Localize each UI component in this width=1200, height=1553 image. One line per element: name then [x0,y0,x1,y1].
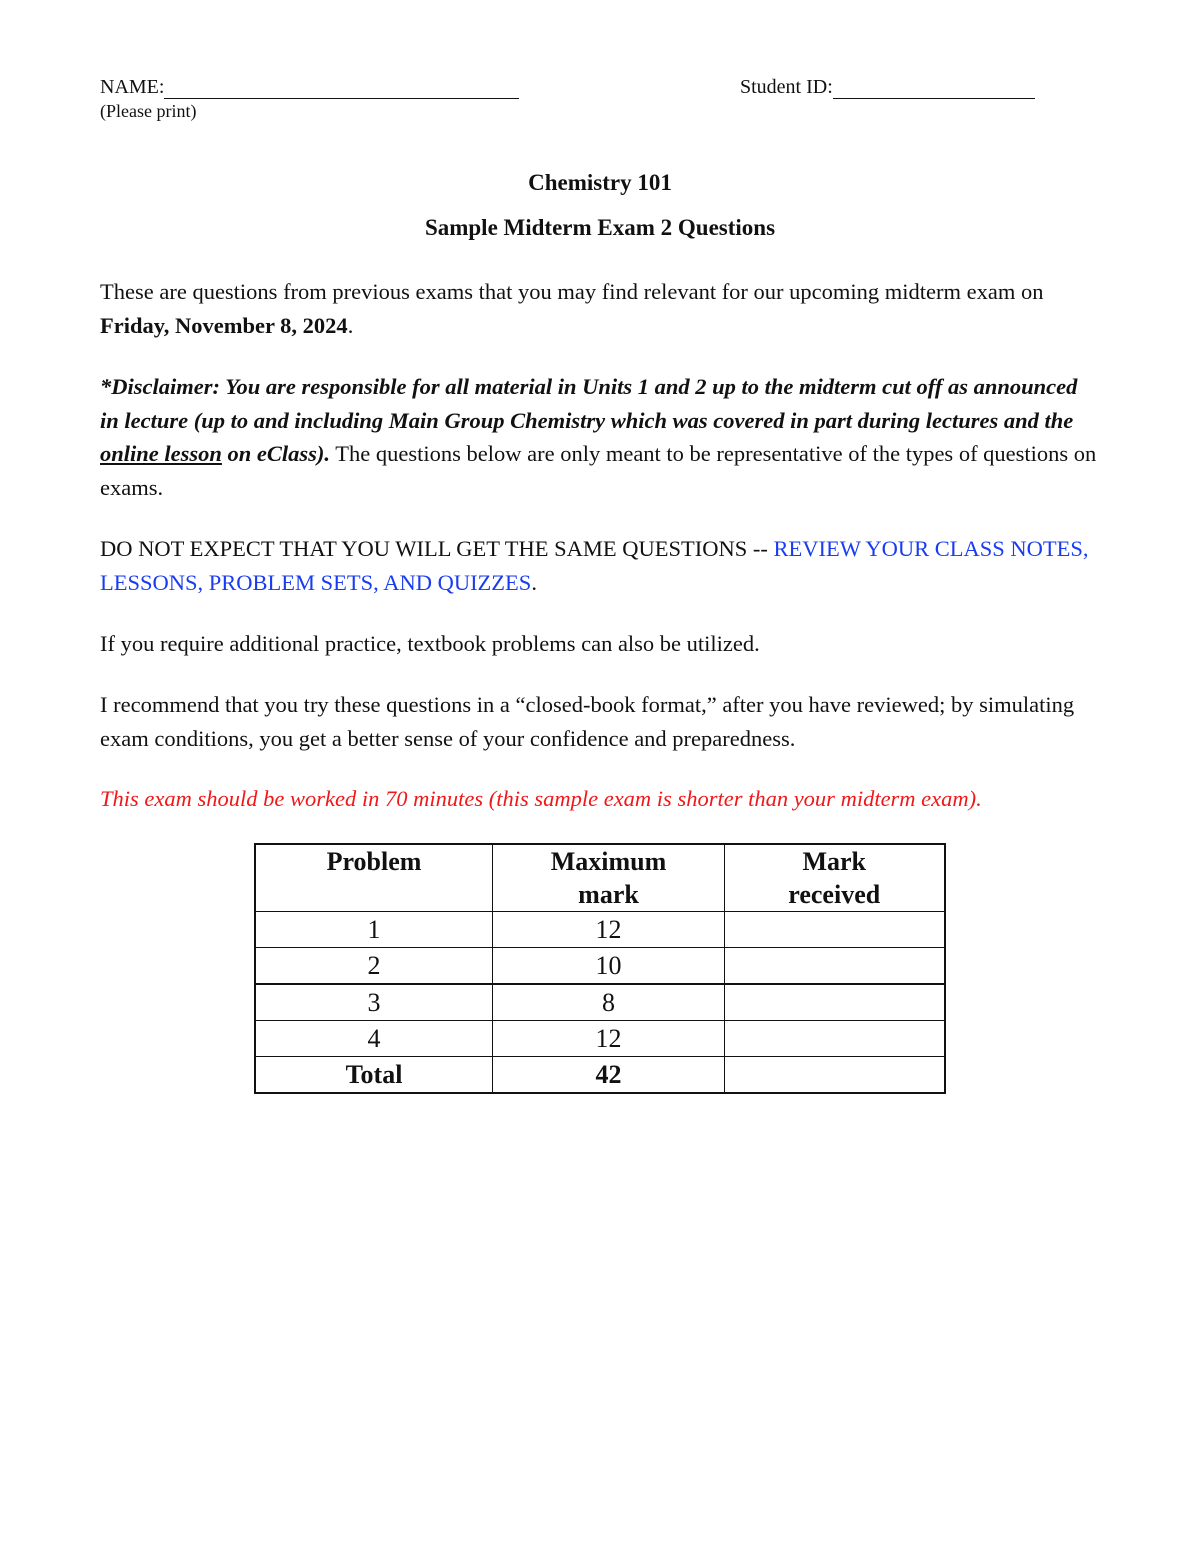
header-mark-received: Mark received [725,844,945,912]
table-header-row [255,844,945,912]
marks-table [254,843,946,1094]
header-maximum-mark: Maximum mark [493,844,725,912]
mark-received-cell[interactable] [725,948,945,985]
problem-number: 3 [255,984,493,1021]
intro-end: . [347,312,354,338]
header-problem: Problem [255,844,493,912]
please-print-note: (Please print) [100,101,197,121]
total-label: Total [255,1057,493,1094]
disclaimer-text-end: on eClass). [221,441,331,466]
table-row [255,912,945,948]
table-row [255,984,945,1021]
time-note: This exam should be worked in 70 minutes (this sample exam is shorter than your midterm exam). [100,786,982,811]
total-received-cell[interactable] [725,1057,945,1094]
mark-received-cell[interactable] [725,1021,945,1057]
name-field[interactable] [100,76,519,99]
mark-received-cell[interactable] [725,984,945,1021]
warning-text: DO NOT EXPECT THAT YOU WILL GET THE SAME QUESTIONS -- [100,536,774,561]
review-notice: REVIEW YOUR CLASS NOTES, LESSONS, PROBLEM SETS, AND QUIZZES [100,536,1089,595]
problem-number: 4 [255,1021,493,1057]
max-mark: 8 [493,984,725,1021]
name-label: NAME: [100,76,165,98]
total-row [255,1057,945,1094]
problem-number: 2 [255,948,493,985]
max-mark: 12 [493,912,725,948]
student-id-label: Student ID: [740,76,833,98]
warning-paragraph [100,532,1100,599]
intro-paragraph [100,275,1100,342]
disclaimer-paragraph [100,370,1100,504]
exam-date: Friday, November 8, 2024 [100,312,348,338]
online-lesson-link[interactable]: online lesson [100,441,222,466]
mark-received-cell[interactable] [725,912,945,948]
recommend-paragraph: I recommend that you try these questions in a “closed-book format,” after you have reviewed; by simulating exam conditions, you get a better sense of your confidence and preparedness. [100,692,1075,751]
disclaimer-rest: The questions below are only meant to be representative of the types of questions on exams. [100,441,1097,500]
table-row [255,948,945,985]
warning-end: . [531,569,537,595]
page-title: Chemistry 101 [528,170,672,195]
max-mark: 10 [493,948,725,985]
student-id-line[interactable] [833,78,1035,99]
page-subtitle: Sample Midterm Exam 2 Questions [424,215,776,240]
name-line[interactable] [164,78,519,99]
disclaimer-text: *Disclaimer: You are responsible for all material in Units 1 and 2 up to the midterm cut off as announced in lecture (up to and including Main Group Chemistry which was covered in part during lectures and the [100,374,1078,433]
intro-text: These are questions from previous exams that you may find relevant for our upcoming midterm exam on [100,279,1044,304]
practice-paragraph: If you require additional practice, textbook problems can also be utilized. [100,631,760,656]
total-max-mark: 42 [493,1057,725,1094]
problem-number: 1 [255,912,493,948]
max-mark: 12 [493,1021,725,1057]
student-id-field[interactable] [740,76,1035,99]
table-row [255,1021,945,1057]
